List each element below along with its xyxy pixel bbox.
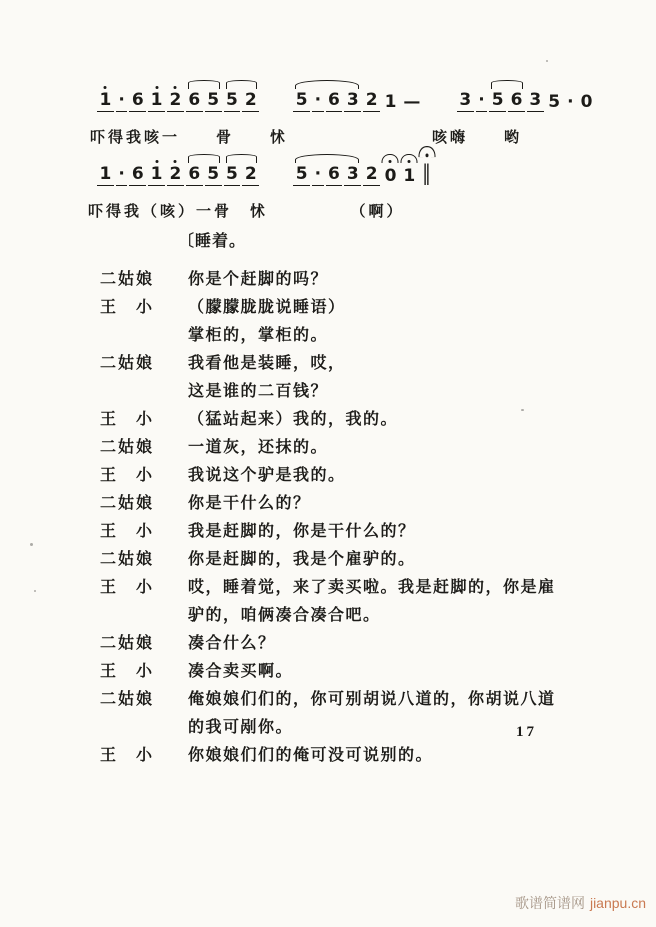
note: 6	[326, 164, 343, 186]
dialogue-text: 你是干什么的？	[188, 495, 311, 512]
dialogue-row	[100, 546, 600, 574]
note: 6	[129, 164, 146, 186]
slur-group	[292, 164, 362, 186]
lyrics-line-2: 吓得我（咳）一骨 怵 （啊）	[88, 204, 405, 220]
dialogue-row	[100, 406, 600, 434]
speaker-name: 二姑娘	[100, 691, 155, 708]
note-group	[362, 164, 381, 186]
note: 6	[508, 90, 525, 112]
speaker-name: 二姑娘	[100, 551, 155, 568]
stage-direction: 〔睡着。	[178, 233, 247, 250]
speaker-name: 王 小	[100, 299, 155, 316]
end-barline: ‖	[420, 161, 434, 186]
dialogue	[100, 266, 600, 770]
note: 5	[293, 164, 310, 186]
dialogue-row	[100, 434, 600, 462]
scan-speck	[30, 543, 33, 546]
speaker-name: 王 小	[100, 467, 155, 484]
note-group	[526, 90, 596, 112]
note-group	[456, 90, 488, 112]
dialogue-row	[100, 658, 600, 686]
note: 5	[205, 164, 222, 186]
note: 1	[148, 164, 165, 186]
slur-group	[488, 90, 526, 112]
dialogue-row	[100, 742, 600, 770]
note: 5	[548, 92, 561, 112]
note: 3	[457, 90, 474, 112]
dialogue-row	[100, 518, 600, 546]
scan-speck	[34, 590, 36, 592]
note: 1	[401, 166, 418, 186]
dialogue-text: 你是个赶脚的吗？	[188, 271, 329, 288]
dialogue-text: （朦朦胧胧说睡语） 掌柜的，掌柜的。	[188, 299, 346, 344]
dialogue-text: 凑合卖买啊。	[188, 663, 294, 680]
note-group	[147, 90, 185, 112]
scan-speck	[546, 60, 548, 62]
note: 3	[527, 90, 544, 112]
speaker-name: 二姑娘	[100, 439, 155, 456]
watermark-site-url: jianpu.cn	[589, 895, 646, 911]
note-group	[147, 164, 185, 186]
note: 1	[148, 90, 165, 112]
dialogue-text: 我说这个驴是我的。	[188, 467, 346, 484]
note: 1	[384, 92, 397, 112]
note: ·	[116, 164, 127, 186]
note-group	[96, 164, 147, 186]
note: 6	[186, 90, 203, 112]
dialogue-text: 一道灰，还抹的。	[188, 439, 329, 456]
note: ·	[312, 164, 323, 186]
note: 2	[363, 164, 380, 186]
note: 2	[363, 90, 380, 112]
speaker-name: 二姑娘	[100, 495, 155, 512]
slur-group	[185, 90, 223, 112]
speaker-name: 王 小	[100, 747, 155, 764]
note: 3	[344, 164, 361, 186]
note: 2	[242, 164, 259, 186]
note: 5	[224, 90, 241, 112]
dialogue-row	[100, 294, 600, 350]
speaker-name: 王 小	[100, 523, 155, 540]
note: 2	[242, 90, 259, 112]
note: 6	[186, 164, 203, 186]
note: 5	[224, 164, 241, 186]
speaker-name: 二姑娘	[100, 271, 155, 288]
dialogue-row	[100, 490, 600, 518]
note: 0	[580, 92, 593, 112]
dialogue-row	[100, 574, 600, 630]
dialogue-text: 凑合什么？	[188, 635, 276, 652]
note: ·	[567, 92, 574, 112]
speaker-name: 王 小	[100, 411, 155, 428]
watermark	[515, 893, 646, 913]
dialogue-text: 我是赶脚的，你是干什么的？	[188, 523, 416, 540]
speaker-name: 二姑娘	[100, 635, 155, 652]
speaker-name: 王 小	[100, 579, 155, 596]
note: ·	[312, 90, 323, 112]
dialogue-row	[100, 350, 600, 406]
notation-line-2	[96, 161, 434, 186]
note: 5	[205, 90, 222, 112]
speaker-name: 王 小	[100, 663, 155, 680]
page-number: 17	[516, 724, 537, 740]
watermark-site-name: 歌谱简谱网	[514, 895, 585, 911]
note-group	[381, 161, 434, 186]
note: ·	[476, 90, 487, 112]
slur-group	[223, 164, 261, 186]
note: 1	[97, 164, 114, 186]
note: 1	[97, 90, 114, 112]
slur-group	[292, 90, 362, 112]
dialogue-text: 你是赶脚的，我是个雇驴的。	[188, 551, 416, 568]
note: 5	[489, 90, 506, 112]
note: 0	[382, 166, 399, 186]
note: ·	[116, 90, 127, 112]
note: 2	[167, 90, 184, 112]
note-group	[96, 90, 147, 112]
dialogue-row	[100, 462, 600, 490]
note: 5	[293, 90, 310, 112]
dialogue-text: 你娘娘们们的俺可没可说别的。	[188, 747, 434, 764]
notation-line-1	[96, 90, 596, 112]
note: 2	[167, 164, 184, 186]
dialogue-text: 哎，睡着觉，来了卖买啦。我是赶脚的，你是雇 驴的，咱俩凑合凑合吧。	[188, 579, 556, 624]
dialogue-row	[100, 266, 600, 294]
note: 6	[129, 90, 146, 112]
scan-speck	[521, 409, 524, 411]
slur-group	[185, 164, 223, 186]
lyrics-line-1: 吓得我咳一 骨 怵 咳嗨 哟	[90, 130, 523, 146]
note-group	[362, 90, 424, 112]
note: —	[403, 92, 421, 112]
dialogue-text: 俺娘娘们们的，你可别胡说八道的，你胡说八道 的我可剐你。	[188, 691, 556, 736]
dialogue-row	[100, 630, 600, 658]
dialogue-text: （猛站起来）我的，我的。	[188, 411, 399, 428]
note: 6	[326, 90, 343, 112]
speaker-name: 二姑娘	[100, 355, 155, 372]
note: 3	[344, 90, 361, 112]
slur-group	[223, 90, 261, 112]
dialogue-text: 我看他是装睡，哎， 这是谁的二百钱？	[188, 355, 346, 400]
